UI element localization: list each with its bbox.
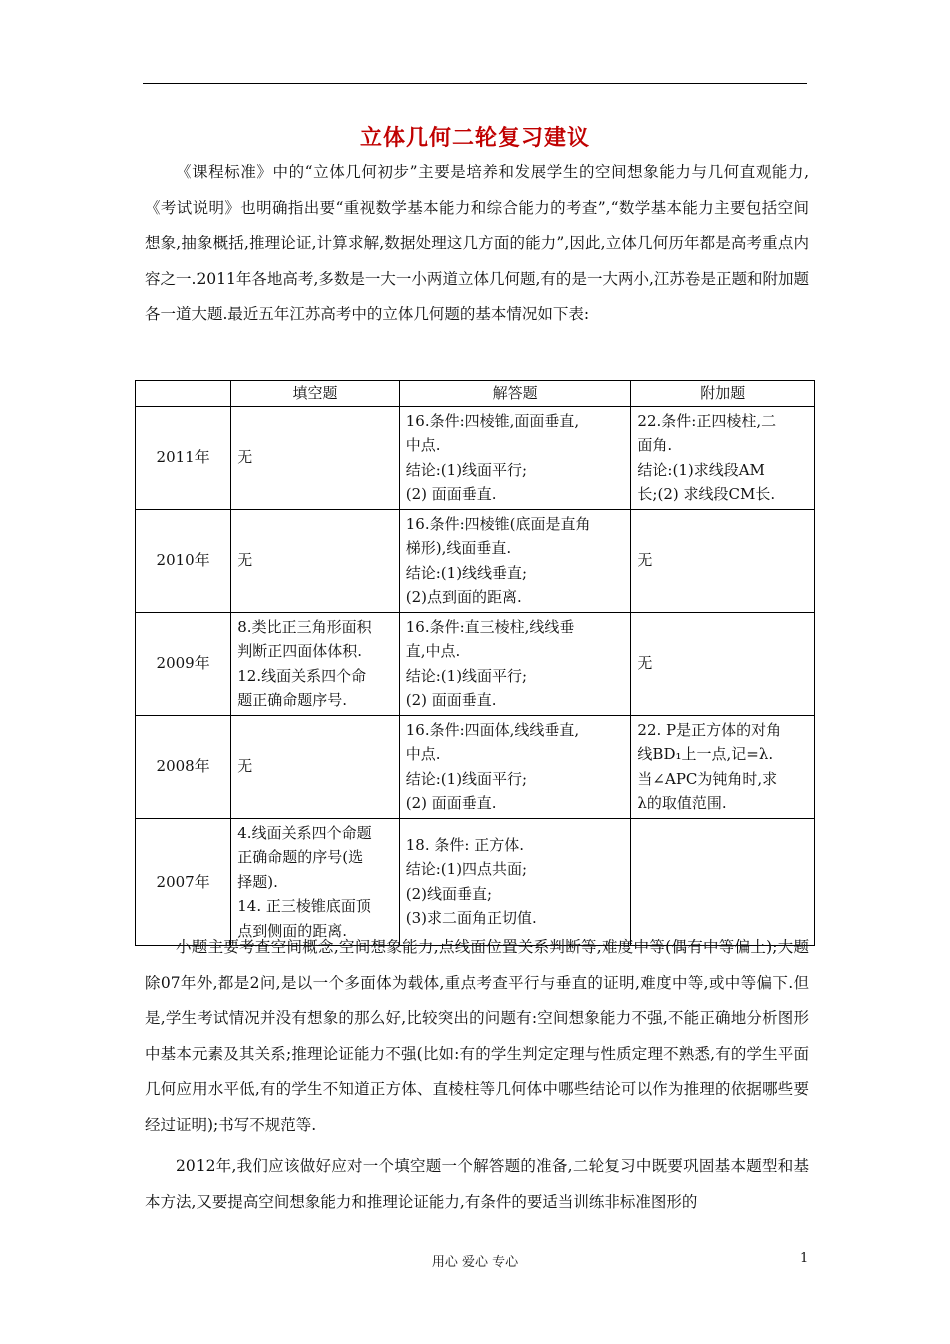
- plan-paragraph: 2012年,我们应该做好应对一个填空题一个解答题的准备,二轮复习中既要巩固基本题型和基本方法,又要提高空间想象能力和推理论证能力,有条件的要适当训练非标准图形的: [145, 1157, 809, 1211]
- cell-additional: [631, 715, 815, 818]
- cell-line: (2)线面垂直;: [405, 884, 493, 903]
- cell-year: 2010年: [136, 509, 231, 612]
- cell-line: 无: [637, 551, 653, 570]
- cell-line: 梯形),线面垂直.: [405, 539, 512, 557]
- cell-line: 无: [237, 448, 253, 467]
- cell-line: 结论:(1)线面平行;: [405, 460, 528, 479]
- intro-paragraph: 《课程标准》中的“立体几何初步”主要是培养和发展学生的空间想象能力与几何直观能力,《考试说明》也明确指出要“重视数学基本能力和综合能力的考查”,“数学基本能力主要包括空间想象,抽象概括,推理论证,计算求解,数据处理这几方面的能力”,因此,立体几何历年都是高考重点内容之一.2011年各地高考,多数是一大一小两道立体几何题,有的是一大两小,江苏卷是正题和附加题各一道大题.最近五年江苏高考中的立体几何题的基本情况如下表:: [145, 163, 809, 323]
- cell-line: 正确命题的序号(选: [237, 848, 364, 866]
- cell-line: 16.条件:直三棱柱,线线垂: [405, 617, 575, 636]
- cell-year: 2009年: [136, 612, 231, 715]
- cell-answer: [399, 509, 631, 612]
- cell-line: 8.类比正三角形面积: [237, 617, 372, 636]
- header-fill-in: 填空题: [231, 381, 399, 407]
- cell-line: 长;(2) 求线段CM长.: [637, 485, 776, 503]
- cell-line: 22.条件:正四棱柱,二: [637, 411, 777, 430]
- cell-line: (2) 面面垂直.: [405, 691, 497, 709]
- cell-line: 18. 条件: 正方体.: [405, 835, 524, 854]
- exam-summary-table: [135, 380, 815, 946]
- cell-line: (2) 面面垂直.: [405, 485, 497, 503]
- cell-line: 无: [637, 654, 653, 673]
- cell-year: 2007年: [136, 818, 231, 946]
- cell-line: (2)点到面的距离.: [405, 588, 522, 606]
- cell-additional: [631, 818, 815, 946]
- cell-fill-in: [231, 509, 399, 612]
- analysis-paragraph: 小题主要考查空间概念,空间想象能力,点线面位置关系判断等,难度中等(偶有中等偏上);大题除07年外,都是2问,是以一个多面体为载体,重点考查平行与垂直的证明,难度中等,或中等偏下.但是,学生考试情况并没有想象的那么好,比较突出的问题有:空间想象能力不强,不能正确地分析图形中基本元素及其关系;推理论证能力不强(比如:有的学生判定定理与性质定理不熟悉,有的学生平面几何应用水平低,有的学生不知道正方体、直棱柱等几何体中哪些结论可以作为推理的依据哪些要经过证明);书写不规范等.: [145, 938, 809, 1134]
- cell-line: 线BD₁上一点,记=λ.: [637, 745, 774, 763]
- cell-answer: [399, 715, 631, 818]
- cell-line: λ的取值范围.: [637, 794, 727, 812]
- cell-line: 12.线面关系四个命: [237, 666, 367, 685]
- cell-line: 结论:(1)四点共面;: [405, 860, 528, 879]
- page-number: 1: [800, 1251, 809, 1266]
- cell-fill-in: [231, 715, 399, 818]
- cell-fill-in: [231, 818, 399, 946]
- cell-line: 结论:(1)线面平行;: [405, 769, 528, 788]
- footer-slogan: 用心 爱心 专心: [431, 1255, 519, 1270]
- cell-line: 4.线面关系四个命题: [237, 823, 372, 842]
- cell-line: 中点.: [405, 745, 441, 763]
- cell-line: 结论:(1)求线段AM: [637, 460, 765, 479]
- table-row: [136, 612, 815, 715]
- cell-line: (3)求二面角正切值.: [405, 909, 537, 928]
- cell-answer: [399, 406, 631, 509]
- document-title: 立体几何二轮复习建议: [359, 125, 590, 151]
- cell-fill-in: [231, 406, 399, 509]
- table-header-row: [136, 381, 815, 407]
- cell-answer: [399, 818, 631, 946]
- table-row: [136, 715, 815, 818]
- cell-additional: [631, 612, 815, 715]
- cell-line: 中点.: [405, 436, 441, 454]
- cell-line: 结论:(1)线线垂直;: [405, 563, 528, 582]
- cell-line: 16.条件:四面体,线线垂直,: [405, 720, 580, 739]
- cell-line: 面角.: [637, 436, 673, 454]
- cell-answer: [399, 612, 631, 715]
- cell-line: 16.条件:四棱锥,面面垂直,: [405, 411, 580, 430]
- header-additional: 附加题: [631, 381, 815, 407]
- cell-line: 题正确命题序号.: [237, 691, 348, 709]
- cell-year: 2008年: [136, 715, 231, 818]
- header-answer: 解答题: [399, 381, 631, 407]
- cell-line: 判断正四面体体积.: [237, 642, 363, 660]
- table-row: [136, 818, 815, 946]
- cell-line: 择题).: [237, 872, 278, 891]
- cell-line: 无: [237, 551, 253, 570]
- cell-line: (2) 面面垂直.: [405, 794, 497, 812]
- cell-line: 14. 正三棱锥底面顶: [237, 897, 371, 915]
- cell-year: 2011年: [136, 406, 231, 509]
- cell-additional: [631, 509, 815, 612]
- cell-additional: [631, 406, 815, 509]
- cell-fill-in: [231, 612, 399, 715]
- cell-line: 无: [237, 757, 253, 776]
- cell-line: 结论:(1)线面平行;: [405, 666, 528, 685]
- cell-line: 当∠APC为钝角时,求: [637, 769, 778, 788]
- cell-line: 16.条件:四棱锥(底面是直角: [405, 514, 591, 533]
- cell-line: 点到侧面的距离.: [237, 921, 348, 940]
- header-rule: [143, 83, 807, 84]
- cell-line: 22. P是正方体的对角: [637, 720, 782, 739]
- header-year: [136, 381, 231, 407]
- table-row: [136, 406, 815, 509]
- cell-line: 直,中点.: [405, 642, 461, 660]
- table-row: [136, 509, 815, 612]
